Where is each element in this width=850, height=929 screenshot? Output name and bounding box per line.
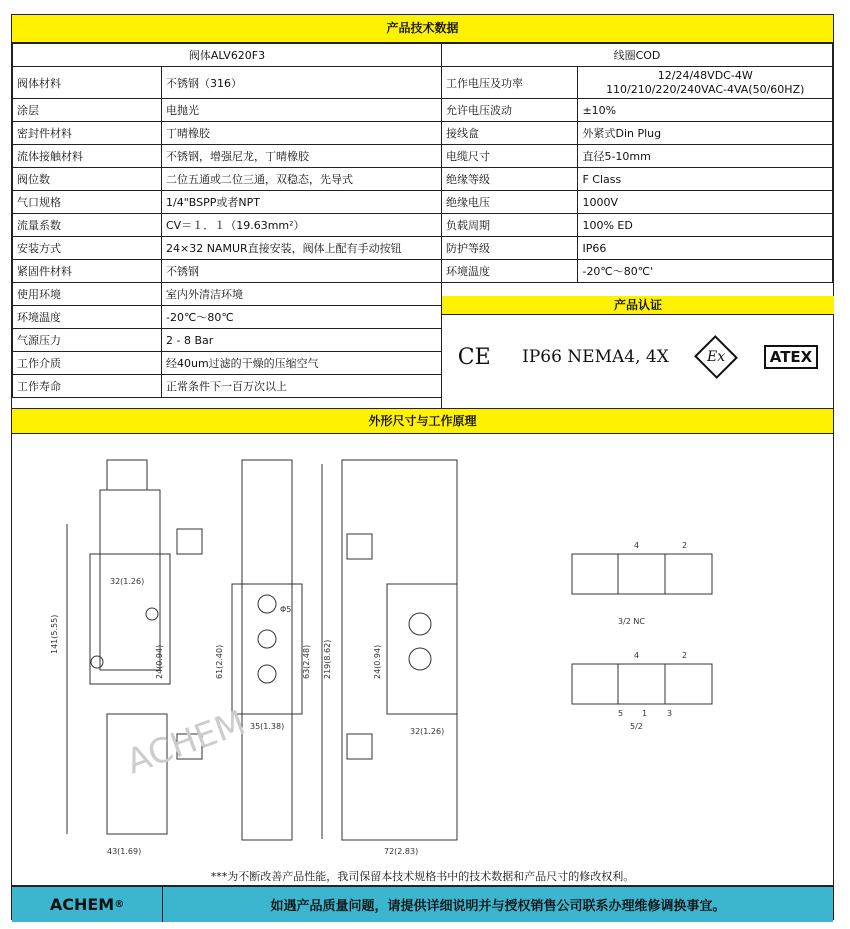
dim-label: 219(8.62): [323, 639, 332, 679]
disclaimer-note: ***为不断改善产品性能，我司保留本技术规格书中的技术数据和产品尺寸的修改权利。: [210, 870, 635, 883]
footer-bar: [12, 885, 833, 922]
dim-label: 32(1.26): [110, 577, 145, 586]
service-notice: 如遇产品质量问题，请提供详细说明并与授权销售公司联系办理维修调换事宜。: [270, 899, 726, 914]
table-row: 涂层 电抛光: [13, 99, 442, 122]
brand-logo: ACHEM ®: [12, 887, 163, 922]
dim-label: 35(1.38): [250, 722, 285, 731]
table-row: 绝缘电压 1000V: [442, 191, 833, 214]
table-row: 接线盒 外紧式Din Plug: [442, 122, 833, 145]
coil-heading: 线圈COD: [442, 44, 833, 67]
port-label: 2: [682, 651, 688, 660]
coil-spec-table: [441, 43, 833, 283]
ip-rating: IP66 NEMA4, 4X: [522, 347, 669, 367]
table-row: 防护等级 IP66: [442, 237, 833, 260]
certification-title: 产品认证: [442, 296, 834, 315]
valve-heading: 阀体ALV620F3: [13, 44, 442, 67]
table-row: 绝缘等级 F Class: [442, 168, 833, 191]
drawing-title: 外形尺寸与工作原理: [12, 408, 833, 434]
ex-mark-icon: Ex: [694, 335, 738, 379]
dim-label: 72(2.83): [384, 847, 419, 856]
table-row: 环境温度 -20℃～80℃': [442, 260, 833, 283]
dim-label: 61(2.40): [215, 644, 224, 679]
watermark: ACHEM: [121, 702, 251, 783]
schematic-label: 3/2 NC: [618, 617, 645, 626]
dim-label: Φ5: [280, 605, 292, 614]
table-row: 流体接触材料 不锈钢，增强尼龙，丁晴橡胶: [13, 145, 442, 168]
dim-label: 141(5.55): [50, 614, 59, 654]
certification-panel: [441, 296, 834, 408]
pneumatic-schematic: [572, 541, 712, 731]
dim-label: 24(0.94): [155, 644, 164, 679]
table-row: 工作寿命 正常条件下一百万次以上: [13, 375, 442, 398]
valve-spec-table: [12, 43, 442, 398]
table-row: 流量系数 CV＝１．１（19.63mm²）: [13, 214, 442, 237]
ce-mark-icon: CE: [457, 344, 491, 370]
port-label: 5: [618, 709, 624, 718]
port-label: 3: [667, 709, 673, 718]
table-row: 安装方式 24×32 NAMUR直接安装，阀体上配有手动按钮: [13, 237, 442, 260]
port-label: 1: [642, 709, 648, 718]
schematic-label: 5/2: [630, 722, 643, 731]
dim-label: 24(0.94): [373, 644, 382, 679]
port-label: 2: [682, 541, 688, 550]
table-row: 密封件材料 丁晴橡胶: [13, 122, 442, 145]
dim-label: 63(2.48): [302, 644, 311, 679]
dimension-drawing: [12, 434, 833, 885]
table-row: 紧固件材料 不锈钢: [13, 260, 442, 283]
rear-view: [342, 460, 457, 840]
table-row: 气源压力 2 - 8 Bar: [13, 329, 442, 352]
dim-label: 32(1.26): [410, 727, 445, 736]
table-row: 使用环境 室内外清洁环境: [13, 283, 442, 306]
table-row: 电缆尺寸 直径5-10mm: [442, 145, 833, 168]
table-row: 工作介质 经40um过滤的干燥的压缩空气: [13, 352, 442, 375]
table-row: 气口规格 1/4"BSPP或者NPT: [13, 191, 442, 214]
port-label: 4: [634, 651, 640, 660]
table-row: 环境温度 -20℃～80℃: [13, 306, 442, 329]
atex-mark-icon: ATEX: [764, 345, 819, 369]
table-row: 负载周期 100% ED: [442, 214, 833, 237]
page-title: 产品技术数据: [12, 15, 833, 43]
table-row: 允许电压波动 ±10%: [442, 99, 833, 122]
dim-label: 43(1.69): [107, 847, 142, 856]
datasheet: [11, 14, 834, 920]
table-row: 阀位数 二位五通或二位三通，双稳态，先导式: [13, 168, 442, 191]
table-row: 工作电压及功率 12/24/48VDC-4W 110/210/220/240VAC-4VA(50/60HZ): [442, 67, 833, 99]
port-label: 4: [634, 541, 640, 550]
table-row: 阀体材料 不锈钢（316）: [13, 67, 442, 99]
